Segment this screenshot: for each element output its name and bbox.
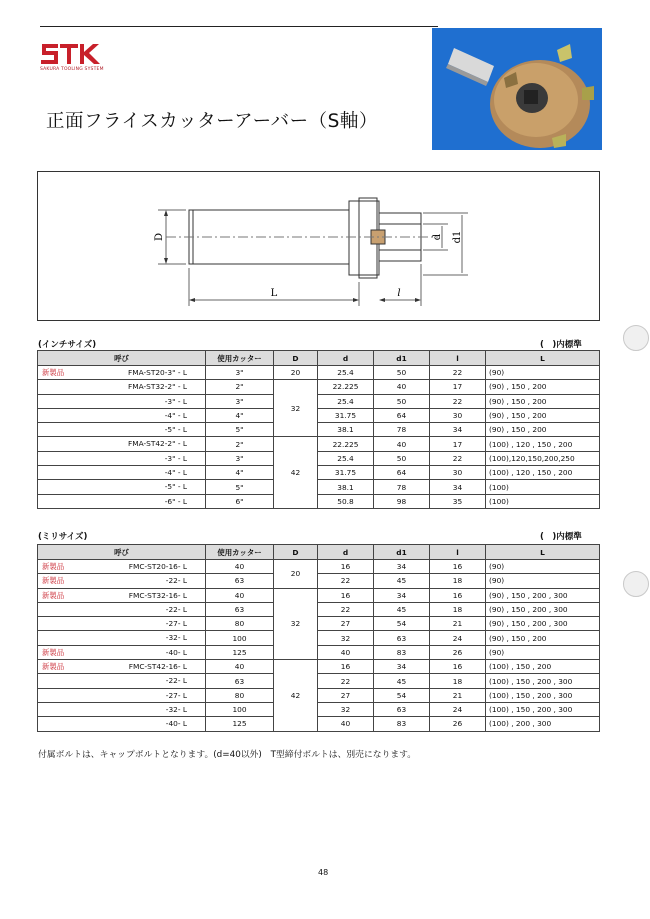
new-product-badge: 新製品 <box>42 647 65 657</box>
L-cell: (100) , 150 , 200 , 300 <box>486 702 600 716</box>
cutter-cell: 5" <box>206 480 274 494</box>
d1-cell: 40 <box>374 380 430 394</box>
model-cell <box>38 631 206 645</box>
l-cell: 16 <box>430 660 486 674</box>
L-cell: (100) , 150 , 200 , 300 <box>486 688 600 702</box>
brand-tagline: SAKURA TOOLING SYSTEM <box>40 67 104 72</box>
cutter-cell: 5" <box>206 423 274 437</box>
dim-D-label: D <box>154 232 165 242</box>
l-cell: 34 <box>430 423 486 437</box>
d-cell: 40 <box>318 717 374 731</box>
model-cell <box>38 574 206 588</box>
model-code: -22- L <box>165 604 187 614</box>
table-row <box>38 423 600 437</box>
inch-standard-note: ( )内標準 <box>540 340 582 350</box>
cutter-cell: 63 <box>206 674 274 688</box>
cutter-cell: 4" <box>206 466 274 480</box>
d-cell: 40 <box>318 645 374 659</box>
l-cell: 18 <box>430 602 486 616</box>
table-row <box>38 660 600 674</box>
model-code: -27- L <box>165 690 187 700</box>
l-cell: 24 <box>430 631 486 645</box>
column-header: 呼び <box>38 351 206 366</box>
L-cell: (90) , 150 , 200 <box>486 423 600 437</box>
L-cell: (90) , 150 , 200 , 300 <box>486 617 600 631</box>
D-cell: 42 <box>274 660 318 731</box>
inch-caption: (インチサイズ) <box>38 340 97 350</box>
d1-cell: 50 <box>374 451 430 465</box>
d-cell: 27 <box>318 688 374 702</box>
L-cell: (90) , 150 , 200 , 300 <box>486 602 600 616</box>
column-header: 使用カッター <box>206 545 274 560</box>
model-code: -27- L <box>165 619 187 629</box>
column-header: D <box>274 351 318 366</box>
column-header: d1 <box>374 351 430 366</box>
model-code: FMC-ST32-16- L <box>128 590 187 600</box>
L-cell: (90) <box>486 645 600 659</box>
d1-cell: 63 <box>374 702 430 716</box>
d-cell: 25.4 <box>318 451 374 465</box>
dim-d-label: d <box>432 233 443 241</box>
model-cell <box>38 366 206 380</box>
d1-cell: 34 <box>374 560 430 574</box>
L-cell: (90) <box>486 560 600 574</box>
D-cell: 32 <box>274 588 318 659</box>
D-cell: 32 <box>274 380 318 437</box>
d1-cell: 78 <box>374 423 430 437</box>
d1-cell: 64 <box>374 408 430 422</box>
model-code: -40- L <box>165 719 187 729</box>
table-row <box>38 631 600 645</box>
model-cell <box>38 588 206 602</box>
d-cell: 25.4 <box>318 366 374 380</box>
model-cell <box>38 394 206 408</box>
dim-L-label: L <box>270 288 278 299</box>
model-cell <box>38 480 206 494</box>
d-cell: 25.4 <box>318 394 374 408</box>
model-cell <box>38 688 206 702</box>
L-cell: (100) , 150 , 200 , 300 <box>486 674 600 688</box>
model-cell <box>38 602 206 616</box>
model-code: -4" - L <box>164 468 187 478</box>
model-code: -5" - L <box>164 482 187 492</box>
d-cell: 27 <box>318 617 374 631</box>
cutter-cell: 4" <box>206 408 274 422</box>
product-photo <box>432 28 602 150</box>
d1-cell: 34 <box>374 588 430 602</box>
cutter-cell: 40 <box>206 588 274 602</box>
l-cell: 17 <box>430 380 486 394</box>
d1-cell: 34 <box>374 660 430 674</box>
d1-cell: 45 <box>374 674 430 688</box>
model-cell <box>38 451 206 465</box>
d-cell: 50.8 <box>318 494 374 508</box>
dim-l-label: l <box>397 288 401 299</box>
d-cell: 38.1 <box>318 423 374 437</box>
L-cell: (100) , 200 , 300 <box>486 717 600 731</box>
l-cell: 22 <box>430 451 486 465</box>
technical-drawing <box>37 171 600 321</box>
metric-caption: (ミリサイズ) <box>38 532 88 542</box>
cutter-cell: 125 <box>206 645 274 659</box>
metric-standard-note: ( )内標準 <box>540 532 582 542</box>
cutter-cell: 100 <box>206 631 274 645</box>
model-cell <box>38 617 206 631</box>
d1-cell: 45 <box>374 574 430 588</box>
l-cell: 21 <box>430 688 486 702</box>
new-product-badge: 新製品 <box>42 368 65 377</box>
l-cell: 26 <box>430 717 486 731</box>
column-header: L <box>486 545 600 560</box>
d1-cell: 98 <box>374 494 430 508</box>
table-row <box>38 480 600 494</box>
cutter-cell: 2" <box>206 380 274 394</box>
l-cell: 30 <box>430 466 486 480</box>
cutter-cell: 125 <box>206 717 274 731</box>
table-row <box>38 366 600 380</box>
model-code: -22- L <box>165 676 187 686</box>
l-cell: 18 <box>430 674 486 688</box>
L-cell: (90) , 150 , 200 , 300 <box>486 588 600 602</box>
d-cell: 22.225 <box>318 380 374 394</box>
l-cell: 16 <box>430 588 486 602</box>
cutter-cell: 100 <box>206 702 274 716</box>
cutter-cell: 40 <box>206 660 274 674</box>
model-cell <box>38 645 206 659</box>
model-code: FMA-ST20-3" - L <box>127 368 187 377</box>
d-cell: 22 <box>318 602 374 616</box>
table-row <box>38 617 600 631</box>
column-header: D <box>274 545 318 560</box>
l-cell: 26 <box>430 645 486 659</box>
L-cell: (90) , 150 , 200 <box>486 631 600 645</box>
l-cell: 17 <box>430 437 486 451</box>
table-row <box>38 380 600 394</box>
new-product-badge: 新製品 <box>42 590 65 600</box>
d1-cell: 54 <box>374 688 430 702</box>
model-cell <box>38 380 206 394</box>
table-row <box>38 466 600 480</box>
d-cell: 22 <box>318 574 374 588</box>
d-cell: 32 <box>318 631 374 645</box>
table-row <box>38 702 600 716</box>
L-cell: (100) , 120 , 150 , 200 <box>486 466 600 480</box>
d1-cell: 64 <box>374 466 430 480</box>
column-header: d <box>318 545 374 560</box>
model-code: FMA-ST32-2" - L <box>127 382 187 392</box>
model-code: -3" - L <box>164 396 187 406</box>
L-cell: (90) , 150 , 200 <box>486 380 600 394</box>
new-product-badge: 新製品 <box>42 576 65 586</box>
model-cell <box>38 408 206 422</box>
model-code: FMC-ST42-16- L <box>128 662 187 672</box>
L-cell: (90) , 150 , 200 <box>486 394 600 408</box>
binder-hole <box>623 571 649 597</box>
L-cell: (100) , 120 , 150 , 200 <box>486 437 600 451</box>
stk-logo <box>40 40 102 70</box>
d1-cell: 83 <box>374 645 430 659</box>
dim-d1-label: d1 <box>452 230 463 244</box>
column-header: d1 <box>374 545 430 560</box>
d-cell: 31.75 <box>318 466 374 480</box>
table-row <box>38 588 600 602</box>
d-cell: 22.225 <box>318 437 374 451</box>
new-product-badge: 新製品 <box>42 662 65 672</box>
L-cell: (100) <box>486 494 600 508</box>
column-header: L <box>486 351 600 366</box>
d1-cell: 50 <box>374 366 430 380</box>
model-code: -3" - L <box>164 453 187 463</box>
model-cell <box>38 423 206 437</box>
table-row <box>38 451 600 465</box>
d1-cell: 54 <box>374 617 430 631</box>
cutter-cell: 3" <box>206 451 274 465</box>
table-row <box>38 437 600 451</box>
table-row <box>38 688 600 702</box>
d-cell: 32 <box>318 702 374 716</box>
d1-cell: 78 <box>374 480 430 494</box>
column-header: l <box>430 351 486 366</box>
d-cell: 22 <box>318 674 374 688</box>
d-cell: 31.75 <box>318 408 374 422</box>
l-cell: 22 <box>430 366 486 380</box>
table-row <box>38 674 600 688</box>
model-code: -32- L <box>165 633 187 643</box>
d-cell: 38.1 <box>318 480 374 494</box>
model-code: -40- L <box>165 647 187 657</box>
l-cell: 21 <box>430 617 486 631</box>
model-code: -32- L <box>165 704 187 714</box>
cutter-cell: 6" <box>206 494 274 508</box>
table-row <box>38 394 600 408</box>
cutter-cell: 2" <box>206 437 274 451</box>
d1-cell: 83 <box>374 717 430 731</box>
model-code: -22- L <box>165 576 187 586</box>
D-cell: 20 <box>274 560 318 589</box>
column-header: 呼び <box>38 545 206 560</box>
l-cell: 35 <box>430 494 486 508</box>
d-cell: 16 <box>318 560 374 574</box>
l-cell: 30 <box>430 408 486 422</box>
l-cell: 16 <box>430 560 486 574</box>
l-cell: 22 <box>430 394 486 408</box>
table-row <box>38 408 600 422</box>
page-number: 48 <box>318 868 329 877</box>
column-header: l <box>430 545 486 560</box>
model-code: -6" - L <box>164 496 187 506</box>
L-cell: (90) <box>486 574 600 588</box>
new-product-badge: 新製品 <box>42 562 65 571</box>
D-cell: 42 <box>274 437 318 508</box>
page-title: 正面フライスカッターアーバー（S軸） <box>46 111 378 132</box>
inch-header-row <box>38 351 600 366</box>
d-cell: 16 <box>318 660 374 674</box>
L-cell: (100) , 150 , 200 <box>486 660 600 674</box>
table-row <box>38 602 600 616</box>
model-cell <box>38 466 206 480</box>
column-header: d <box>318 351 374 366</box>
model-cell <box>38 437 206 451</box>
metric-size-table <box>37 544 600 732</box>
binder-hole <box>623 325 649 351</box>
header-rule <box>40 26 438 27</box>
d-cell: 16 <box>318 588 374 602</box>
cutter-cell: 80 <box>206 688 274 702</box>
model-code: -5" - L <box>164 425 187 435</box>
d1-cell: 63 <box>374 631 430 645</box>
d1-cell: 50 <box>374 394 430 408</box>
table-row <box>38 494 600 508</box>
metric-header-row <box>38 545 600 560</box>
table-row <box>38 717 600 731</box>
cutter-cell: 3" <box>206 394 274 408</box>
table-row <box>38 574 600 588</box>
model-cell <box>38 674 206 688</box>
model-cell <box>38 560 206 574</box>
D-cell: 20 <box>274 366 318 380</box>
L-cell: (100),120,150,200,250 <box>486 451 600 465</box>
table-row <box>38 560 600 574</box>
table-row <box>38 645 600 659</box>
model-code: FMA-ST42-2" - L <box>127 439 187 449</box>
L-cell: (100) <box>486 480 600 494</box>
L-cell: (90) , 150 , 200 <box>486 408 600 422</box>
cutter-cell: 80 <box>206 617 274 631</box>
model-cell <box>38 660 206 674</box>
model-cell <box>38 702 206 716</box>
inch-size-table <box>37 350 600 509</box>
l-cell: 24 <box>430 702 486 716</box>
d1-cell: 40 <box>374 437 430 451</box>
model-code: FMC-ST20-16- L <box>128 562 187 571</box>
l-cell: 18 <box>430 574 486 588</box>
l-cell: 34 <box>430 480 486 494</box>
model-cell <box>38 717 206 731</box>
d1-cell: 45 <box>374 602 430 616</box>
footnote: 付属ボルトは、キャップボルトとなります。(d=40以外) T型締付ボルトは、別売になります。 <box>38 750 417 760</box>
cutter-cell: 40 <box>206 560 274 574</box>
cutter-cell: 3" <box>206 366 274 380</box>
cutter-cell: 63 <box>206 602 274 616</box>
column-header: 使用カッター <box>206 351 274 366</box>
model-code: -4" - L <box>164 410 187 420</box>
cutter-cell: 63 <box>206 574 274 588</box>
model-cell <box>38 494 206 508</box>
L-cell: (90) <box>486 366 600 380</box>
